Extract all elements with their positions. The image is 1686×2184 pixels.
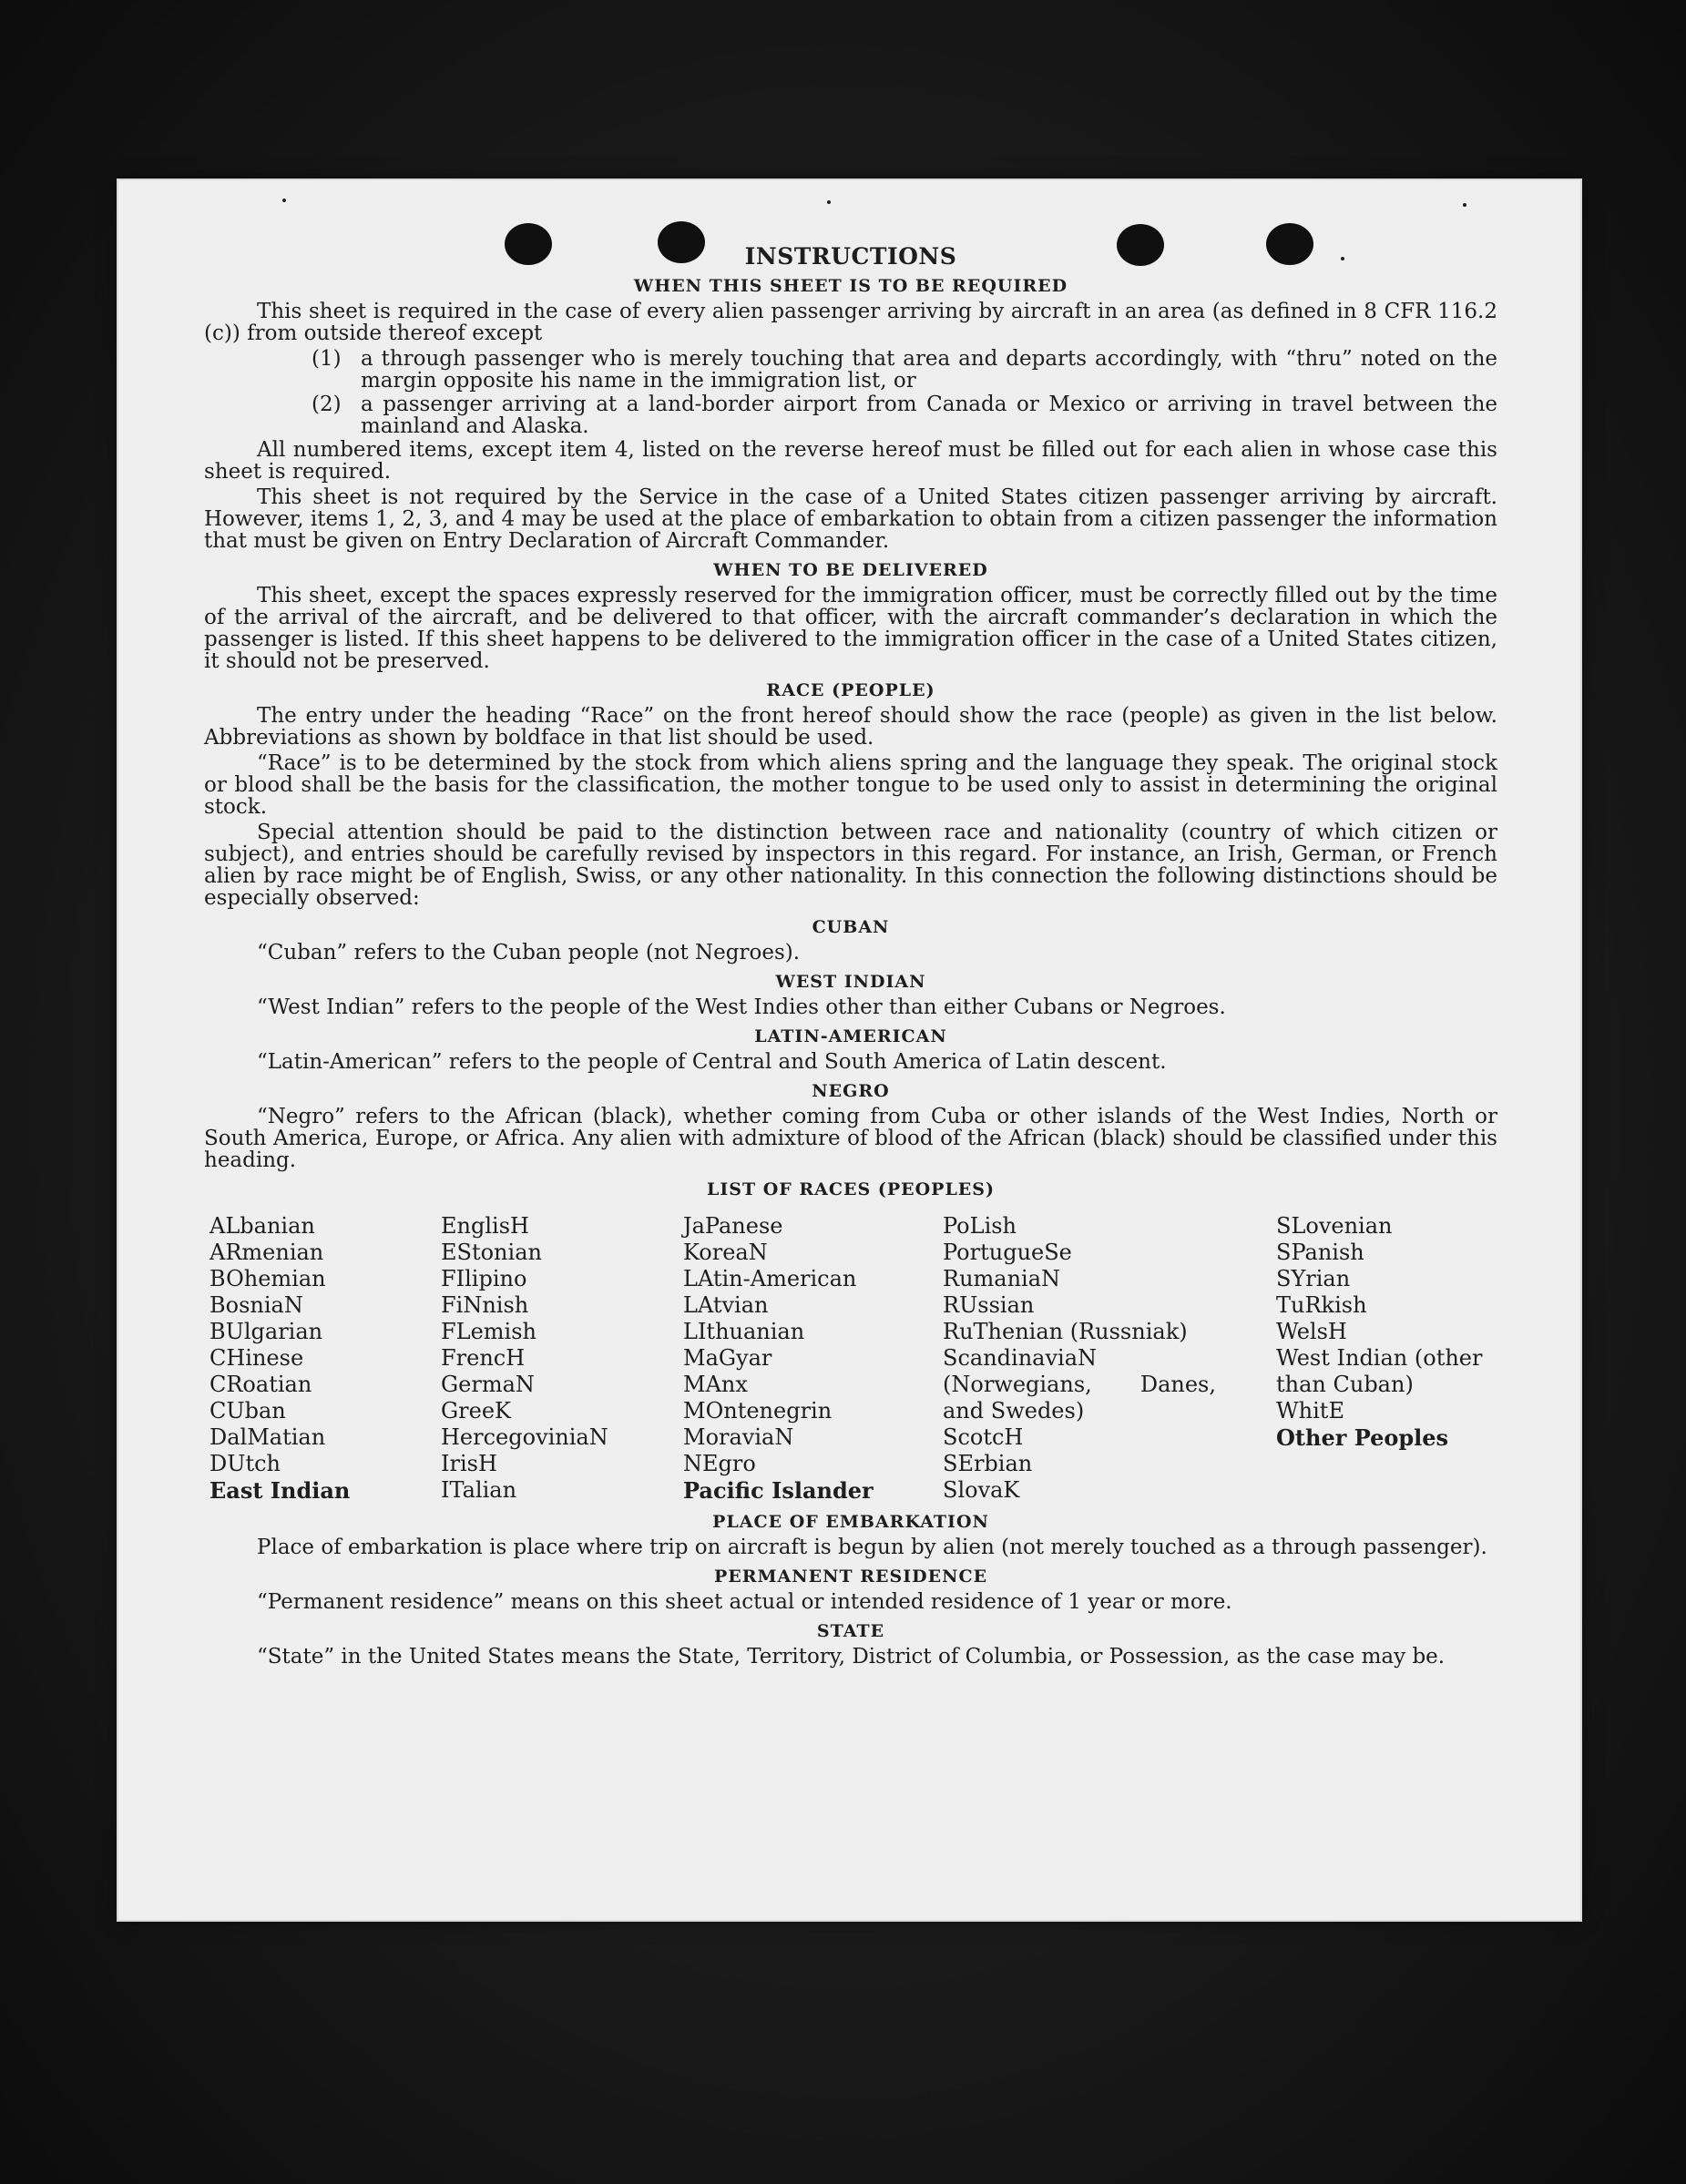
race-entry: LAtin-American [683, 1266, 857, 1291]
subsection-heading-west-indian: WEST INDIAN [775, 972, 926, 992]
speck [1463, 203, 1466, 207]
race-entry: MOntenegrin [683, 1398, 833, 1424]
race-entry: SLovenian [1276, 1213, 1393, 1239]
race-entry: FrencH [441, 1345, 526, 1371]
paragraph: This sheet is required in the case of every alien passenger arriving by aircraft in an area (as defined in 8 CFR 116.2 (c)) from outside thereof except [204, 300, 1497, 345]
list-item [312, 393, 1497, 437]
race-entry: JaPanese [683, 1213, 783, 1239]
race-entry: BOhemian [209, 1266, 326, 1291]
race-entry: HercegoviniaN [441, 1424, 608, 1450]
section-heading: RACE (PEOPLE) [766, 680, 935, 700]
race-entry: SErbian [943, 1451, 1033, 1476]
sheet-content [204, 243, 1497, 1671]
race-entry: EnglisH [441, 1213, 529, 1239]
race-entry: SPanish [1276, 1240, 1364, 1265]
item-number: (2) [312, 393, 342, 416]
item-text: a passenger arriving at a land-border airport from Canada or Mexico or arriving in travel between the mainland and Alaska. [361, 393, 1497, 438]
section-heading: PLACE OF EMBARKATION [712, 1512, 989, 1532]
race-entry: RUssian [943, 1292, 1035, 1318]
race-column-4 [943, 1213, 1276, 1504]
race-entry: DalMatian [209, 1424, 326, 1450]
section-heading: WHEN TO BE DELIVERED [713, 560, 988, 580]
race-column-2 [441, 1213, 683, 1504]
race-entry: MAnx [683, 1372, 748, 1397]
race-column-1 [209, 1213, 441, 1504]
race-entry: ITalian [441, 1477, 517, 1503]
race-entry: FLemish [441, 1319, 536, 1344]
race-entry: RuThenian (Russniak) [943, 1319, 1188, 1344]
section-heading: WHEN THIS SHEET IS TO BE REQUIRED [633, 276, 1068, 296]
paragraph: This sheet is not required by the Service in the case of a United States citizen passenger arriving by aircraft. However, items 1, 2, 3, and 4 may be used at the place of embarkation to obtain from a citizen passenger the information that must be given on Entry Declaration of Aircraft Commander. [204, 485, 1497, 553]
race-entry: FIlipino [441, 1266, 527, 1291]
paragraph: “Permanent residence” means on this sheet actual or intended residence of 1 year or more. [257, 1590, 1232, 1614]
subsection-heading-cuban: CUBAN [812, 917, 890, 937]
race-entry: BUlgarian [209, 1319, 323, 1344]
paragraph: “Negro” refers to the African (black), whether coming from Cuba or other islands of the West Indies, North or South America, Europe, or Africa. Any alien with admixture of blood of the African (black) should be classified under this heading. [204, 1105, 1497, 1172]
race-entry: CRoatian [209, 1372, 312, 1397]
section-heading: PERMANENT RESIDENCE [713, 1567, 988, 1587]
item-text: a through passenger who is merely touching that area and departs accordingly, with “thru” noted on the margin opposite his name in the immigration list, or [361, 347, 1497, 393]
race-entry: ScandinaviaN (Norwegians, Danes, and Swedes) [943, 1345, 1216, 1424]
paragraph: “West Indian” refers to the people of the West Indies other than either Cubans or Negroes. [257, 995, 1226, 1019]
race-entry: LIthuanian [683, 1319, 805, 1344]
race-entry: West Indian (other than Cuban) [1276, 1345, 1483, 1397]
race-entry: ARmenian [209, 1240, 324, 1265]
race-entry: Pacific Islander [683, 1477, 874, 1504]
list-item [312, 348, 1497, 392]
paragraph: “Latin-American” refers to the people of Central and South America of Latin descent. [257, 1050, 1167, 1074]
subsection-heading-negro: NEGRO [812, 1081, 890, 1101]
race-entry: ScotcH [943, 1424, 1024, 1450]
race-entry: East Indian [209, 1477, 351, 1504]
paragraph: “Cuban” refers to the Cuban people (not Negroes). [257, 941, 801, 964]
item-number: (1) [312, 347, 342, 371]
speck [282, 199, 286, 202]
race-entry: SlovaK [943, 1477, 1020, 1503]
race-entry: MoraviaN [683, 1424, 794, 1450]
race-entry: KoreaN [683, 1240, 768, 1265]
race-entry: RumaniaN [943, 1266, 1061, 1291]
race-entry: EStonian [441, 1240, 542, 1265]
race-entry: SYrian [1276, 1266, 1351, 1291]
race-entry: MaGyar [683, 1345, 772, 1371]
race-entry: CUban [209, 1398, 286, 1424]
paragraph: This sheet, except the spaces expressly reserved for the immigration officer, must be correctly filled out by the time of the arrival of the aircraft, and be delivered to that officer, with the aircraft commander’s declaration in which the passenger is listed. If this sheet happens to be delivered to the immigration officer in the case of a United States citizen, it should not be preserved. [204, 584, 1497, 673]
race-entry: DUtch [209, 1451, 281, 1476]
race-entry: IrisH [441, 1451, 497, 1476]
race-column-5 [1276, 1213, 1513, 1504]
race-column-3 [683, 1213, 943, 1504]
paragraph: “State” in the United States means the State, Territory, District of Columbia, or Possession, as the case may be. [257, 1645, 1446, 1669]
race-entry: PoLish [943, 1213, 1017, 1239]
section-heading: LIST OF RACES (PEOPLES) [707, 1179, 995, 1199]
race-list [209, 1213, 1497, 1504]
race-entry: WhitE [1276, 1398, 1344, 1424]
paragraph: “Race” is to be determined by the stock from which aliens spring and the language they speak. The original stock or blood shall be the basis for the classification, the mother tongue to be used only to assist in determining the original stock. [204, 751, 1497, 819]
race-entry: NEgro [683, 1451, 756, 1476]
race-entry: WelsH [1276, 1319, 1347, 1344]
paragraph: The entry under the heading “Race” on the front hereof should show the race (people) as given in the list below. Abbreviations as shown by boldface in that list should be used. [204, 704, 1497, 750]
race-entry: CHinese [209, 1345, 304, 1371]
paragraph: All numbered items, except item 4, listed on the reverse hereof must be filled out for each alien in whose case this sheet is required. [204, 438, 1497, 484]
race-entry: GreeK [441, 1398, 511, 1424]
race-entry: TuRkish [1276, 1292, 1367, 1318]
paragraph: Place of embarkation is place where trip on aircraft is begun by alien (not merely touched as a through passenger). [257, 1536, 1487, 1559]
race-entry: GermaN [441, 1372, 535, 1397]
race-entry: ALbanian [209, 1213, 315, 1239]
race-entry: Other Peoples [1276, 1424, 1449, 1451]
subsection-heading-latin-american: LATIN-AMERICAN [754, 1026, 947, 1046]
paragraph: Special attention should be paid to the distinction between race and nationality (country of which citizen or subject), and entries should be carefully revised by inspectors in this regard. For instance, an Irish, German, or French alien by race might be of English, Swiss, or any other nationality. In this connection the following distinctions should be especially observed: [204, 821, 1497, 910]
instruction-sheet [118, 180, 1580, 1920]
race-entry: FiNnish [441, 1292, 529, 1318]
section-heading: STATE [816, 1621, 885, 1641]
race-entry: PortugueSe [943, 1240, 1072, 1265]
race-entry: LAtvian [683, 1292, 769, 1318]
speck [827, 200, 831, 204]
race-entry: BosniaN [209, 1292, 303, 1318]
page-title: INSTRUCTIONS [744, 243, 957, 270]
